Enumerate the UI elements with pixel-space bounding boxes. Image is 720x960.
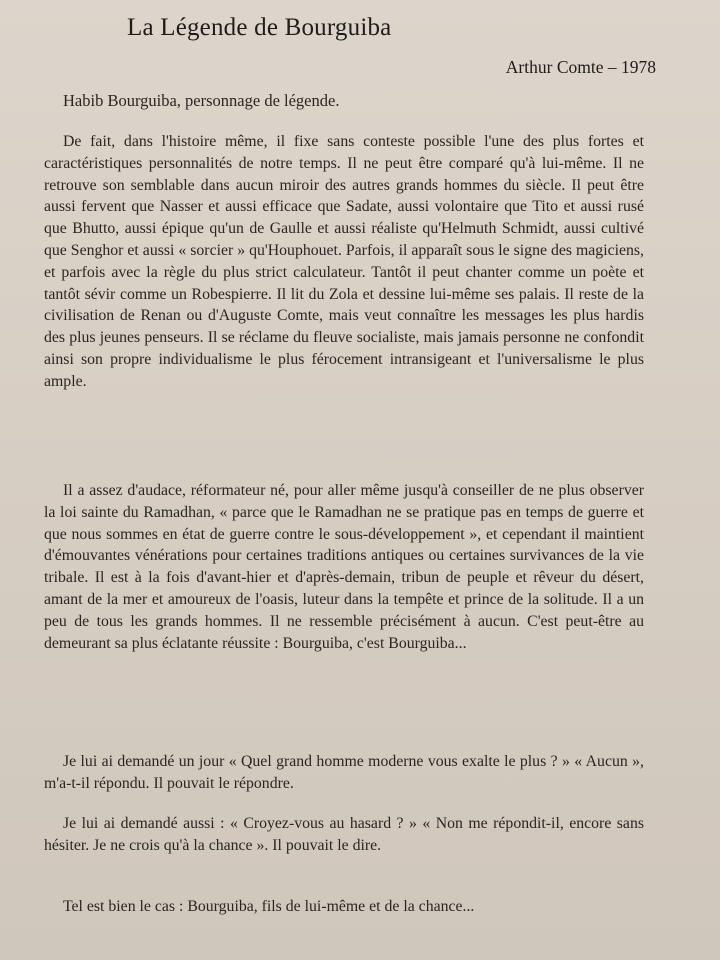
author-line: Arthur Comte – 1978 xyxy=(505,57,656,77)
document-subtitle: Habib Bourguiba, personnage de légende. xyxy=(63,91,340,110)
paragraph-2: Il a assez d'audace, réformateur né, pour aller même jusqu'à conseiller de ne plus observer la loi sainte du Ramadhan, « parce que le Ramadhan ne se pratique pas en temps de guerre et que nous sommes en état de guerre contre le sous-développement », et cependant il maintient d'émouvantes vénérations pour certaines traditions antiques ou certaines survivances de la vie tribale. Il est à la fois d'avant-hier et d'après-demain, tribun de peuple et rêveur du désert, amant de la mer et amoureux de l'oasis, luteur dans la tempête et prince de la solitude. Il a un peu de tous les grands hommes. Il ne ressemble précisément à aucun. C'est peut-être au demeurant sa plus éclatante réussite : Bourguiba, c'est Bourguiba... xyxy=(44,482,644,652)
paragraph-4: Je lui ai demandé aussi : « Croyez-vous au hasard ? » « Non me répondit-il, encore sans hésiter. Je ne crois qu'à la chance ». Il pouvait le dire. xyxy=(44,815,644,854)
document-title: La Légende de Bourguiba xyxy=(127,14,392,41)
paragraph-5: Tel est bien le cas : Bourguiba, fils de lui-même et de la chance... xyxy=(63,898,475,915)
paragraph-1: De fait, dans l'histoire même, il fixe sans conteste possible l'une des plus fortes et caractéristiques personnalités de notre temps. Il ne peut être comparé qu'à lui-même. Il ne retrouve son semblable dans aucun miroir des autres grands hommes du siècle. Il peut être aussi fervent que Nasser et aussi efficace que Sadate, aussi volontaire que Tito et aussi rusé que Bhutto, aussi épique qu'un de Gaulle et aussi réaliste qu'Helmuth Schmidt, aussi cultivé que Senghor et aussi « sorcier » qu'Houphouet. Parfois, il apparaît sous le signe des magiciens, et parfois avec la règle du plus strict calculateur. Tantôt il peut chanter comme un poète et tantôt sévir comme un Robespierre. Il lit du Zola et dessine lui-même ses palais. Il reste de la civilisation de Renan ou d'Auguste Comte, mais veut connaître les messages les plus hardis des plus jeunes penseurs. Il se réclame du fleuve socialiste, mais jamais personne ne confondit ainsi son propre individualisme le plus férocement intransigeant et l'universalisme le plus ample. xyxy=(44,133,644,390)
paragraph-3: Je lui ai demandé un jour « Quel grand homme moderne vous exalte le plus ? » « Aucun », m'a-t-il répondu. Il pouvait le répondre. xyxy=(44,753,644,792)
